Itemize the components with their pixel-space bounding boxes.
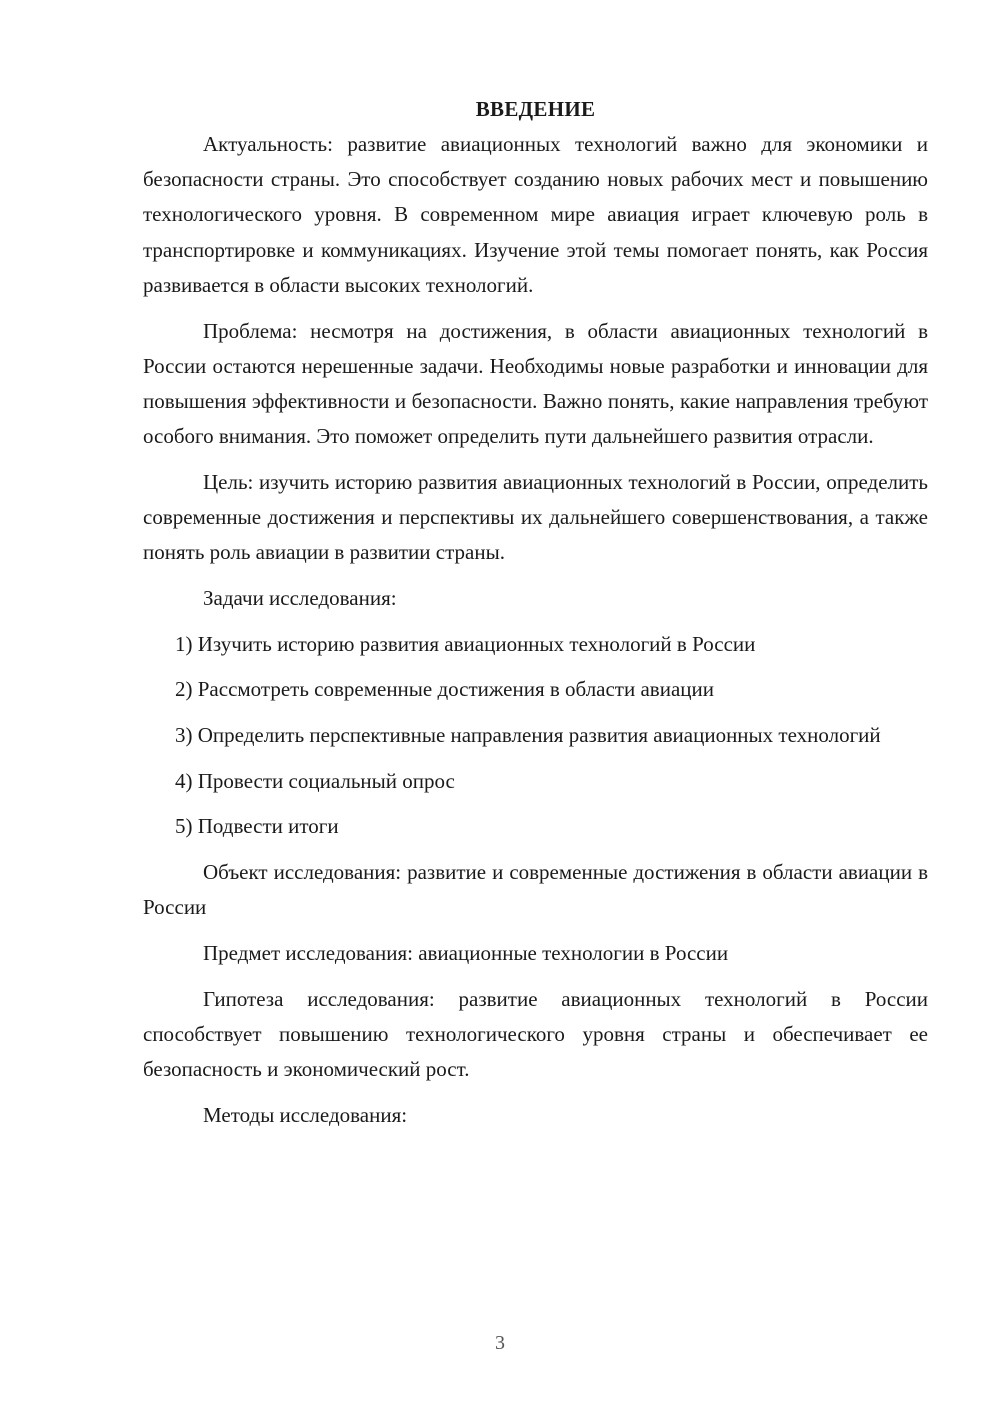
methods-heading: Методы исследования: [203,1102,408,1127]
task-item: 2) Рассмотреть современные достижения в области авиации [175,677,714,702]
tasks-heading: Задачи исследования: [203,585,397,610]
page-number: 3 [495,1332,505,1354]
problem-paragraph: Проблема: несмотря на достижения, в области авиационных технологий в России остаются нерешенные задачи. Необходимы новые разработки и инновации для повышения эффективности и безопасности. Важно понять, какие направления требуют особого внимания. Это поможет определить пути дальнейшего развития отрасли. [143,318,928,449]
relevance-paragraph: Актуальность: развитие авиационных технологий важно для экономики и безопасности страны. Это способствует созданию новых рабочих мест и повышению технологического уровня. В современном мире авиация играет ключевую роль в транспортировке и коммуникациях. Изучение этой темы помогает понять, как Россия развивается в области высоких технологий. [143,132,928,297]
hypothesis-paragraph: Гипотеза исследования: развитие авиационных технологий в России способствует повышению технологического уровня страны и обеспечивает ее безопасность и экономический рост. [143,986,928,1082]
task-item: 3) Определить перспективные направления развития авиационных технологий [175,723,881,748]
section-title: ВВЕДЕНИЕ [475,97,596,121]
task-item: 1) Изучить историю развития авиационных технологий в России [175,631,756,656]
task-item: 4) Провести социальный опрос [175,768,455,793]
object-paragraph: Объект исследования: развитие и современные достижения в области авиации в России [143,860,928,920]
subject-paragraph: Предмет исследования: авиационные технологии в России [203,941,729,966]
goal-paragraph: Цель: изучить историю развития авиационных технологий в России, определить современные достижения и перспективы их дальнейшего совершенствования, а также понять роль авиации в развитии страны. [143,469,928,565]
task-item: 5) Подвести итоги [175,814,339,839]
document-page [143,92,928,1144]
